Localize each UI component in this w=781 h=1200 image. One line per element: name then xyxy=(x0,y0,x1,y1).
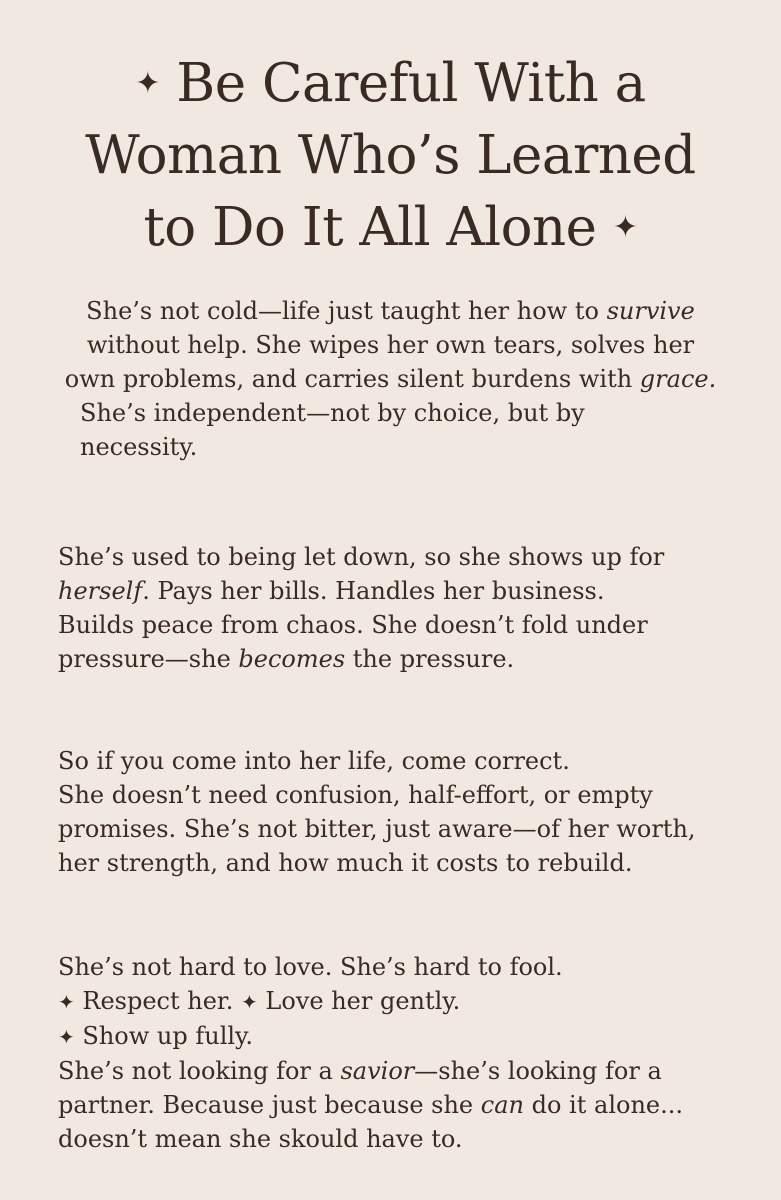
sparkle-icon: ✦ xyxy=(135,66,160,101)
title-line-2: Woman Who’s Learned xyxy=(85,125,696,186)
paragraph-line: She’s not hard to love. She’s hard to fool. xyxy=(58,953,563,981)
paragraph-2 xyxy=(58,540,664,676)
paragraph-line: She’s independent—not by choice, but by xyxy=(80,399,585,427)
paragraph-line: She’s not cold—life just taught her how to survive xyxy=(86,297,695,325)
paragraph-line: ✦ Show up fully. xyxy=(58,1022,254,1050)
paragraph-line: She’s not looking for a savior—she’s looking for a xyxy=(58,1057,662,1085)
paragraph-1 xyxy=(0,294,781,464)
paragraph-3 xyxy=(58,744,696,880)
page-title xyxy=(0,48,781,264)
paragraph-line: Builds peace from chaos. She doesn’t fold under xyxy=(58,611,648,639)
paragraph-4 xyxy=(58,950,683,1156)
paragraph-line: ✦ Respect her. ✦ Love her gently. xyxy=(58,987,461,1015)
sparkle-icon: ✦ xyxy=(241,990,258,1014)
paragraph-line: She doesn’t need confusion, half-effort, or empty xyxy=(58,781,653,809)
paragraph-line: without help. She wipes her own tears, solves her xyxy=(86,331,695,359)
paragraph-line: her strength, and how much it costs to rebuild. xyxy=(58,849,633,877)
paragraph-line: own problems, and carries silent burdens with grace. xyxy=(64,365,717,393)
sparkle-icon: ✦ xyxy=(58,990,75,1014)
title-line-3: to Do It All Alone ✦ xyxy=(143,197,638,258)
paragraph-line: herself. Pays her bills. Handles her business. xyxy=(58,577,605,605)
title-line-1: ✦ Be Careful With a xyxy=(135,53,646,114)
paragraph-line: She’s used to being let down, so she shows up for xyxy=(58,543,665,571)
sparkle-icon: ✦ xyxy=(58,1025,75,1049)
sparkle-icon: ✦ xyxy=(612,210,638,245)
paragraph-line: doesn’t mean she skould have to. xyxy=(58,1125,463,1153)
paragraph-line: So if you come into her life, come correct. xyxy=(58,747,570,775)
paragraph-line: promises. She’s not bitter, just aware—of her worth, xyxy=(58,815,696,843)
paragraph-line: partner. Because just because she can do it alone... xyxy=(58,1091,683,1119)
paragraph-line: necessity. xyxy=(80,433,198,461)
paragraph-line: pressure—she becomes the pressure. xyxy=(58,645,515,673)
